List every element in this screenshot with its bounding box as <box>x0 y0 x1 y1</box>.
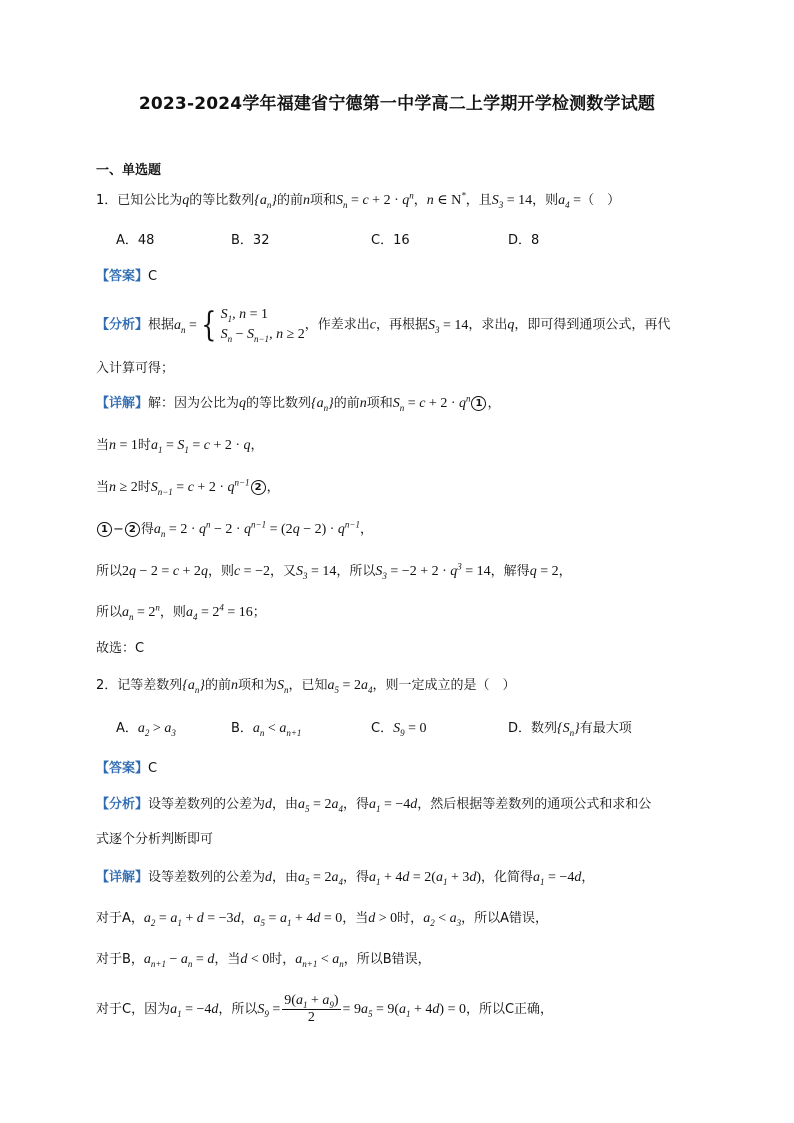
q1-answer: 【答案】C <box>96 269 158 284</box>
q2-option-c-check: 对于C，因为$a_1 = -4d$，所以$S_9$ = $\frac{9(a_1 + a_9)}{2}$ = $9a_5 = 9(a_1 + 4d) = 0$，所以C正确， <box>96 993 554 1025</box>
q2-option-d: D．数列$\{S_n\}$有最大项 <box>508 721 632 738</box>
q1-detail: 【详解】解：因为公比为q的等比数列$\{a_n\}$的前n项和$S_n = c + 2 \cdot q^n$ 1 ， <box>96 393 501 413</box>
q1-option-d: D．8 <box>508 233 540 248</box>
q2-option-a: A．$a_2 > a_3$ <box>116 721 176 738</box>
page-title: 2023-2024学年福建省宁德第一中学高二上学期开学检测数学试题 <box>138 94 656 114</box>
q2-option-c: C．$S_9 = 0$ <box>371 721 427 738</box>
q2-analysis-cont: 式逐个分析判断即可 <box>96 832 214 847</box>
q1-option-b: B．32 <box>231 233 270 248</box>
q2-detail: 【详解】设等差数列的公差为d，由$a_5 = 2a_4$，得$a_1 + 4d = 2(a_1 + 3d)$，化简得$a_1 = -4d$， <box>96 870 595 887</box>
q2-answer: 【答案】C <box>96 761 158 776</box>
q1-option-a: A．48 <box>116 233 155 248</box>
q1-step-subtract: 1 − 2 得$a_n = 2 \cdot q^n - 2 \cdot q^{n-1} = (2q - 2) \cdot q^{n-1}$， <box>96 520 373 540</box>
question-1-stem: 1．已知公比为q的等比数列$\{a_n\}$的前n项和$S_n = c + 2 \cdot q^n$，n ∈ N*，且$S_3 = 14$，则$a_4$ =（ ） <box>96 190 621 210</box>
section-heading: 一、单选题 <box>96 163 162 178</box>
question-2-stem: 2．记等差数列$\{a_n\}$的前n项和为$S_n$，已知$a_5 = 2a_4$，则一定成立的是（ ） <box>96 678 516 695</box>
q2-option-a-check: 对于A，$a_2 = a_1 + d = -3d$，$a_5 = a_1 + 4d = 0$，当d > 0时，$a_2 < a_3$，所以A错误， <box>96 911 548 928</box>
q2-analysis: 【分析】设等差数列的公差为d，由$a_5 = 2a_4$，得$a_1 = -4d$，然后根据等差数列的通项公式和求和公 <box>96 797 652 814</box>
q1-analysis: 【分析】根据$a_n$ = { $S_1$, n = 1 $S_n - S_{n-1}$, n ≥ 2 ，作差求出c，再根据$S_3 = 14$，求出q，即可得到通项公式，再代 <box>96 305 671 345</box>
q1-conclusion: 故选：C <box>96 641 145 656</box>
q1-step-n2: 当n ≥ 2时$S_{n-1} = c + 2 \cdot q^{n-1}$ 2 ， <box>96 477 280 497</box>
q1-analysis-cont: 入计算可得； <box>96 361 175 376</box>
q1-step-solve: 所以2q − 2 = c + 2q，则c = −2，又$S_3 = 14$，所以$S_3 = -2 + 2 \cdot q^3 = 14$，解得q = 2， <box>96 561 572 581</box>
q1-step-result: 所以$a_n = 2^n$，则$a_4 = 2^4 = 16$； <box>96 602 266 622</box>
q2-option-b-check: 对于B，$a_{n+1} - a_n = d$，当d < 0时，$a_{n+1} < a_n$，所以B错误， <box>96 952 431 969</box>
q1-step-n1: 当n = 1时$a_1 = S_1 = c + 2 \cdot q$， <box>96 438 264 455</box>
q2-option-b: B．$a_n < a_{n+1}$ <box>231 721 302 738</box>
q1-option-c: C．16 <box>371 233 410 248</box>
